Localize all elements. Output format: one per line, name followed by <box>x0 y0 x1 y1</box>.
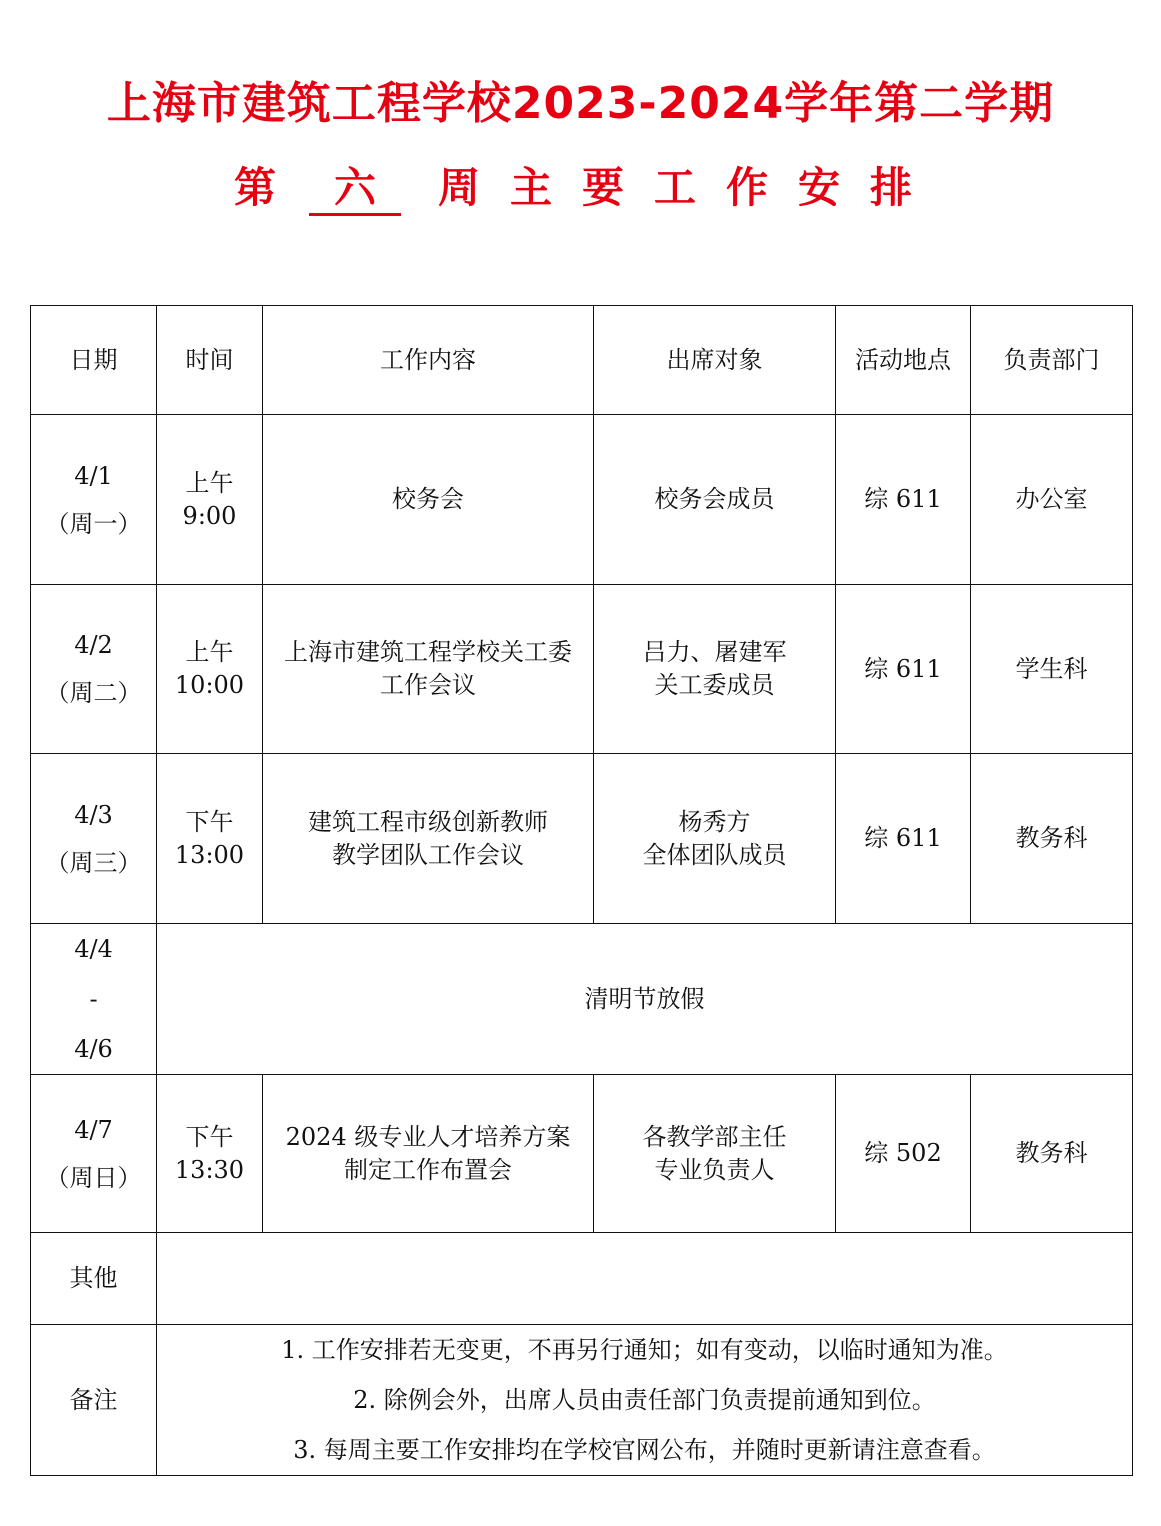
time-period: 下午 <box>185 807 234 836</box>
notes-content <box>157 1325 1133 1476</box>
date: 4/2 <box>74 631 113 659</box>
other-label: 其他 <box>31 1233 157 1325</box>
weekday: （周三） <box>45 848 142 877</box>
subtitle-char: 主 <box>509 163 552 212</box>
subtitle-char: 作 <box>726 163 769 212</box>
date-cell <box>31 1075 157 1233</box>
attendees-line: 关工委成员 <box>654 671 775 699</box>
date: 4/7 <box>74 1115 113 1144</box>
time-period: 上午 <box>185 468 234 497</box>
table-row <box>31 1075 1133 1233</box>
document-subtitle <box>0 156 1161 220</box>
table-row <box>31 754 1133 924</box>
attendees-cell <box>594 415 836 585</box>
content-line: 制定工作布置会 <box>344 1155 512 1184</box>
schedule-table <box>30 305 1133 1476</box>
notes-label: 备注 <box>31 1325 157 1476</box>
header-time: 时间 <box>157 306 263 415</box>
location-cell: 综 502 <box>836 1075 971 1233</box>
time-cell <box>157 754 263 924</box>
date-cell <box>31 585 157 754</box>
date: 4/1 <box>74 461 113 490</box>
department-cell: 教务科 <box>971 754 1133 924</box>
content-cell <box>263 754 594 924</box>
weekday: （周二） <box>45 679 142 707</box>
content-line: 教学团队工作会议 <box>332 840 524 869</box>
subtitle-prefix: 第 <box>233 163 276 212</box>
holiday-date-cell <box>31 924 157 1075</box>
attendees-line: 各教学部主任 <box>642 1122 787 1151</box>
header-department: 负责部门 <box>971 306 1133 415</box>
time-period: 上午 <box>185 638 234 666</box>
location-cell: 综 611 <box>836 754 971 924</box>
note-item: 3. 每周主要工作安排均在学校官网公布，并随时更新请注意查看。 <box>293 1436 996 1464</box>
content-line: 2024 级专业人才培养方案 <box>285 1122 571 1151</box>
week-number: 六 <box>309 163 401 216</box>
table-row <box>31 415 1133 585</box>
location-cell: 综 611 <box>836 415 971 585</box>
note-item: 2. 除例会外，出席人员由责任部门负责提前通知到位。 <box>353 1386 936 1414</box>
content-cell <box>263 585 594 754</box>
content-cell <box>263 415 594 585</box>
time-clock: 10:00 <box>174 671 245 699</box>
content-cell <box>263 1075 594 1233</box>
subtitle-char: 排 <box>870 163 913 212</box>
department-cell: 学生科 <box>971 585 1133 754</box>
header-location: 活动地点 <box>836 306 971 415</box>
header-date: 日期 <box>31 306 157 415</box>
subtitle-char: 工 <box>654 163 697 212</box>
time-cell <box>157 1075 263 1233</box>
content-line: 建筑工程市级创新教师 <box>308 807 548 836</box>
content-line: 工作会议 <box>380 671 476 699</box>
department-cell: 教务科 <box>971 1075 1133 1233</box>
note-item: 1. 工作安排若无变更，不再另行通知；如有变动，以临时通知为准。 <box>281 1336 1008 1364</box>
time-cell <box>157 585 263 754</box>
attendees-line: 吕力、屠建军 <box>642 638 787 666</box>
subtitle-char: 安 <box>798 163 841 212</box>
holiday-start-date: 4/4 <box>74 935 113 963</box>
time-clock: 9:00 <box>182 501 237 530</box>
other-row <box>31 1233 1133 1325</box>
date: 4/3 <box>74 800 113 829</box>
date-cell <box>31 754 157 924</box>
notes-row <box>31 1325 1133 1476</box>
time-cell <box>157 415 263 585</box>
time-clock: 13:00 <box>174 840 245 869</box>
holiday-date-dash: - <box>89 985 98 1013</box>
subtitle-char: 要 <box>581 163 624 212</box>
attendees-line: 专业负责人 <box>654 1155 775 1184</box>
attendees-line: 校务会成员 <box>654 485 775 513</box>
attendees-cell <box>594 1075 836 1233</box>
time-period: 下午 <box>185 1122 234 1151</box>
holiday-text: 清明节放假 <box>157 924 1133 1075</box>
holiday-end-date: 4/6 <box>74 1035 113 1063</box>
weekday: （周一） <box>45 509 142 538</box>
table-row <box>31 585 1133 754</box>
content-line: 校务会 <box>392 485 464 513</box>
attendees-cell <box>594 754 836 924</box>
attendees-line: 杨秀方 <box>678 807 751 836</box>
content-line: 上海市建筑工程学校关工委 <box>284 638 572 666</box>
header-attendees: 出席对象 <box>594 306 836 415</box>
other-content <box>157 1233 1133 1325</box>
department-cell: 办公室 <box>971 415 1133 585</box>
date-cell <box>31 415 157 585</box>
document-title: 上海市建筑工程学校2023-2024学年第二学期 <box>106 78 1055 129</box>
header-row <box>31 306 1133 415</box>
weekday: （周日） <box>45 1163 142 1192</box>
holiday-row <box>31 924 1133 1075</box>
time-clock: 13:30 <box>174 1155 245 1184</box>
attendees-cell <box>594 585 836 754</box>
subtitle-char: 周 <box>437 163 480 212</box>
header-content: 工作内容 <box>263 306 594 415</box>
attendees-line: 全体团队成员 <box>642 840 787 869</box>
location-cell: 综 611 <box>836 585 971 754</box>
